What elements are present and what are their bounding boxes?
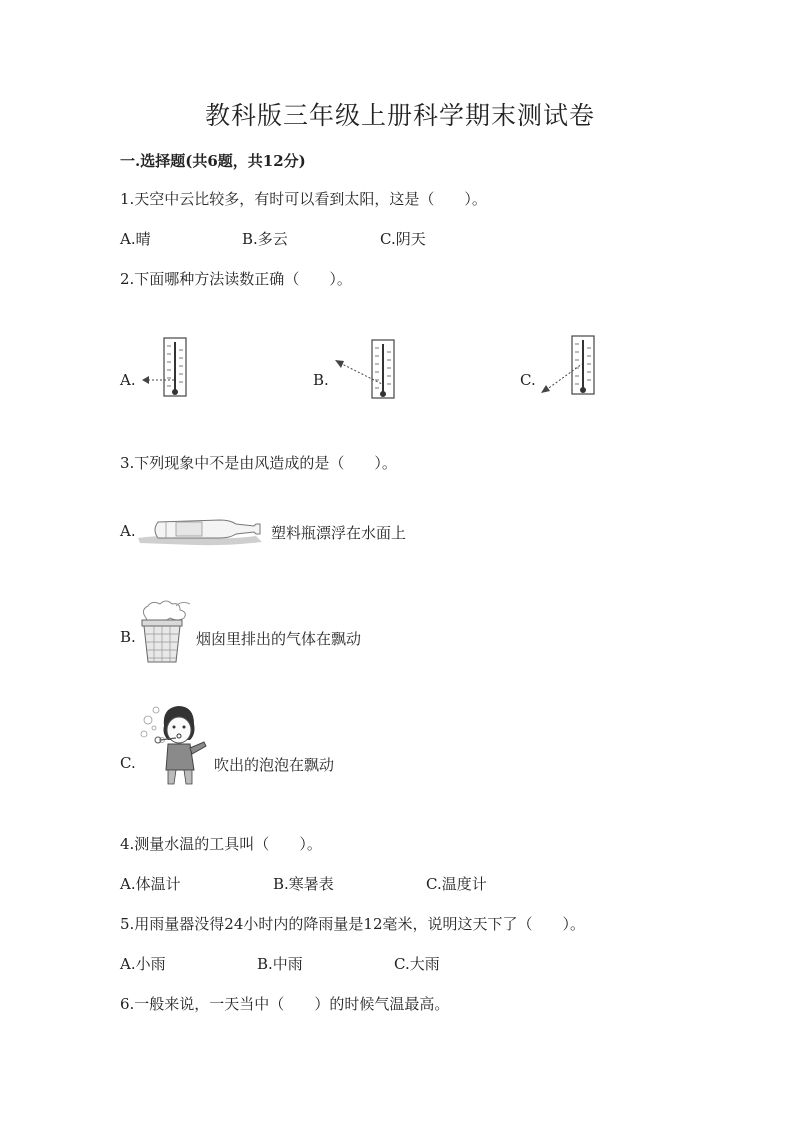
question-4-stem: 4.测量水温的工具叫（ ）。 <box>120 835 322 853</box>
child-blowing-bubbles-image <box>138 700 212 786</box>
question-3-option-a: A. <box>120 522 136 540</box>
question-3-stem: 3.下列现象中不是由风造成的是（ ）。 <box>120 454 397 472</box>
question-3-caption-b: 烟囱里排出的气体在飘动 <box>196 630 362 648</box>
question-2-option-a: A. <box>120 371 136 389</box>
question-2-stem: 2.下面哪种方法读数正确（ ）。 <box>120 270 352 288</box>
question-3-caption-c: 吹出的泡泡在飘动 <box>214 756 335 774</box>
question-6-stem: 6.一般来说，一天当中（ ）的时候气温最高。 <box>120 995 450 1013</box>
question-5-stem: 5.用雨量器没得24小时内的降雨量是12毫米，说明这天下了（ ）。 <box>120 915 585 933</box>
question-1-option-a: A.晴 <box>120 230 151 248</box>
question-4-option-a: A.体温计 <box>120 875 181 893</box>
question-1-option-b: B.多云 <box>242 230 288 248</box>
question-5-option-a: A.小雨 <box>120 955 166 973</box>
floating-bottle-image <box>136 512 266 552</box>
question-2-option-b: B. <box>313 371 329 389</box>
question-3-option-c: C. <box>120 754 136 772</box>
question-2-option-c: C. <box>520 371 536 389</box>
question-5-option-c: C.大雨 <box>394 955 440 973</box>
question-3-option-b: B. <box>120 628 136 646</box>
question-5-option-b: B.中雨 <box>257 955 303 973</box>
question-1-stem: 1.天空中云比较多，有时可以看到太阳，这是（ ）。 <box>120 190 487 208</box>
thermometer-look-up-image <box>540 334 610 398</box>
question-4-option-b: B.寒暑表 <box>273 875 334 893</box>
question-3-caption-a: 塑料瓶漂浮在水面上 <box>271 524 407 542</box>
thermometer-look-down-image <box>332 338 402 402</box>
question-4-option-c: C.温度计 <box>426 875 487 893</box>
page-title: 教科版三年级上册科学期末测试卷 <box>204 101 595 130</box>
section-heading: 一.选择题(共6题，共12分) <box>120 152 306 170</box>
chimney-smoke-image <box>132 598 198 664</box>
thermometer-eye-level-image <box>140 336 200 400</box>
question-1-option-c: C.阴天 <box>380 230 426 248</box>
